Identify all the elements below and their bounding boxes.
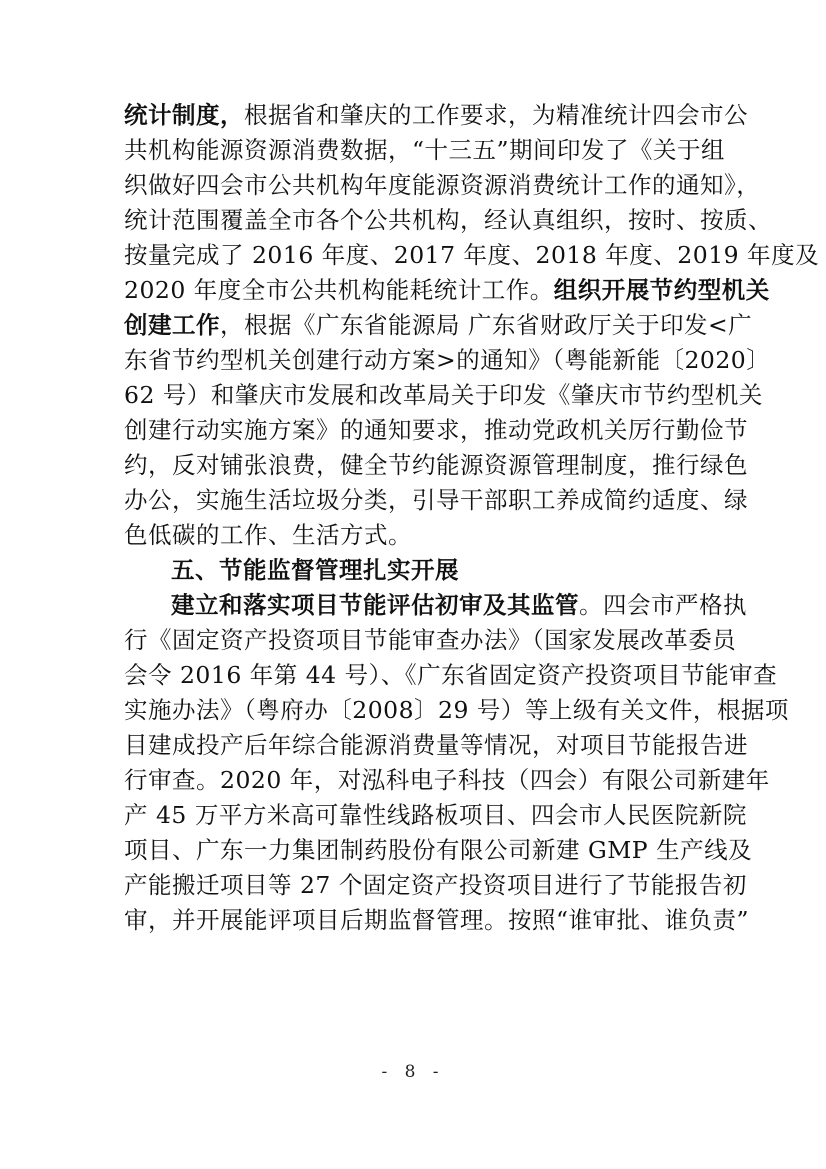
text-line: 共机构能源资源消费数据，“十三五”期间印发了《关于组 xyxy=(124,136,726,164)
bold-phrase: 创建工作 xyxy=(124,311,220,339)
text-line xyxy=(124,588,747,623)
text-line: 审，并开展能评项目后期监督管理。按照“谁审批、谁负责” xyxy=(124,906,750,934)
bold-phrase: 建立和落实项目节能评估初审及其监管 xyxy=(171,591,579,619)
text-span: ，根据《广东省能源局 广东省财政厅关于印发<广 xyxy=(220,311,753,339)
section-heading xyxy=(124,553,709,588)
text-line: 行《固定资产投资项目节能审查办法》（国家发展改革委员 xyxy=(124,626,737,654)
section-heading-text: 五、节能监督管理扎实开展 xyxy=(171,556,459,584)
bold-phrase: 组织开展节约型机关 xyxy=(553,276,770,304)
page-number: - 8 - xyxy=(381,1062,445,1082)
text-line: 行审查。2020 年，对泓科电子科技（四会）有限公司新建年 xyxy=(124,766,770,794)
text-span: 根据省和肇庆的工作要求，为精准统计四会市公 xyxy=(244,101,748,129)
text-line: 统计范围覆盖全市各个公共机构，经认真组织，按时、按质、 xyxy=(124,206,772,234)
text-line: 办公，实施生活垃圾分类，引导干部职工养成简约适度、绿 xyxy=(124,486,748,514)
body-text xyxy=(124,98,820,938)
text-line: 产能搬迁项目等 27 个固定资产投资项目进行了节能报告初 xyxy=(124,871,747,899)
text-line: 色低碳的工作、生活方式。 xyxy=(124,521,412,549)
text-line xyxy=(124,273,770,308)
text-line xyxy=(124,98,748,133)
text-span: 2020 年度全市公共机构能耗统计工作。 xyxy=(124,276,554,304)
text-line: 目建成投产后年综合能源消费量等情况，对项目节能报告进 xyxy=(124,731,748,759)
text-line: 约，反对铺张浪费，健全节约能源资源管理制度，推行绿色 xyxy=(124,451,748,479)
text-line: 产 45 万平方米高可靠性线路板项目、四会市人民医院新院 xyxy=(124,801,747,829)
text-line: 按量完成了 2016 年度、2017 年度、2018 年度、2019 年度及 xyxy=(124,241,820,269)
text-line: 创建行动实施方案》的通知要求，推动党政机关厉行勤俭节 xyxy=(124,416,748,444)
text-line: 实施办法》（粤府办〔2008〕29 号）等上级有关文件，根据项 xyxy=(124,696,789,724)
bold-phrase: 统计制度， xyxy=(124,101,244,129)
text-line: 织做好四会市公共机构年度能源资源消费统计工作的通知》， xyxy=(124,171,761,199)
text-line: 62 号）和肇庆市发展和改革局关于印发《肇庆市节约型机关 xyxy=(124,381,763,409)
text-line xyxy=(124,308,753,343)
text-line: 会令 2016 年第 44 号）、《广东省固定资产投资项目节能审查 xyxy=(124,661,778,689)
text-line: 项目、广东一力集团制药股份有限公司新建 GMP 生产线及 xyxy=(124,836,753,864)
text-line: 东省节约型机关创建行动方案>的通知》（粤能新能〔2020〕 xyxy=(124,346,771,374)
text-span: 。四会市严格执 xyxy=(579,591,747,619)
